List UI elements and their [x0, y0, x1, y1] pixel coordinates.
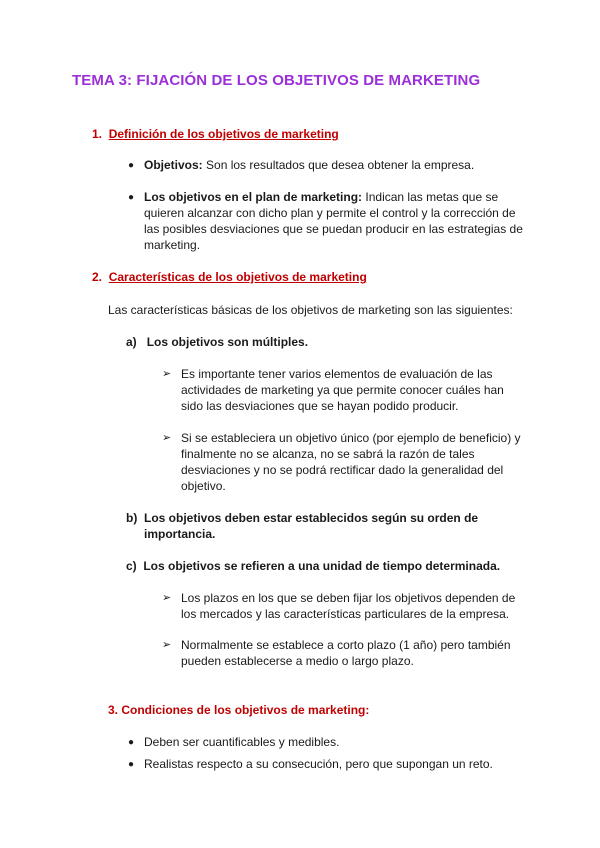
bullet-icon: ● — [128, 160, 135, 171]
section-2-title: Características de los objetivos de marketing — [108, 270, 367, 284]
list-item: Los objetivos en el plan de marketing: Indican las metas que se quieren alcanzar con dicho plan y permite el control y la corrección de las posibles desviaciones que se puedan producir en las estrategias de marketing. — [144, 190, 523, 252]
section-1-number: 1. — [92, 127, 103, 141]
section-2-heading — [92, 270, 367, 284]
bullet-icon: ● — [128, 192, 135, 203]
section-1-heading — [92, 127, 339, 141]
list-item: Es importante tener varios elementos de evaluación de las actividades de marketing ya que permite conocer cuáles han sido las desviaciones que se hayan podido producir. — [181, 367, 504, 413]
list-item: Los plazos en los que se deben fijar los objetivos dependen de los mercados y las características particulares de la empresa. — [181, 591, 516, 621]
arrow-bullet-icon: ➢ — [162, 432, 172, 444]
list-item: Si se estableciera un objetivo único (por ejemplo de beneficio) y finalmente no se alcanza, no se sabrá la razón de tales desviaciones y no se podrá rectificar dado la generalidad del objetivo. — [181, 431, 521, 493]
list-item: Normalmente se establece a corto plazo (1 año) pero también pueden establecerse a medio o largo plazo. — [181, 638, 511, 668]
list-item: Deben ser cuantificables y medibles. — [144, 735, 340, 749]
list-item: Realistas respecto a su consecución, pero que supongan un reto. — [144, 757, 493, 771]
section-3-heading — [108, 703, 369, 717]
subsection-c: c) Los objetivos se refieren a una unidad de tiempo determinada. — [126, 559, 501, 573]
list-item: Objetivos: Son los resultados que desea obtener la empresa. — [144, 158, 475, 172]
section-2-number: 2. — [92, 270, 103, 284]
arrow-bullet-icon: ➢ — [162, 368, 172, 380]
subsection-b: b) Los objetivos deben estar establecidos según su orden de importancia. — [126, 511, 479, 541]
section-3-title: 3. Condiciones de los objetivos de marketing: — [108, 703, 370, 717]
section-2-intro: Las características básicas de los objetivos de marketing son las siguientes: — [108, 303, 513, 317]
bullet-icon: ● — [128, 759, 135, 770]
bullet-icon: ● — [128, 737, 135, 748]
document-title: TEMA 3: FIJACIÓN DE LOS OBJETIVOS DE MARKETING — [72, 72, 481, 89]
section-1-title: Definición de los objetivos de marketing — [108, 127, 339, 141]
arrow-bullet-icon: ➢ — [162, 639, 172, 651]
subsection-a: a) Los objetivos son múltiples. — [126, 335, 309, 349]
arrow-bullet-icon: ➢ — [162, 592, 172, 604]
